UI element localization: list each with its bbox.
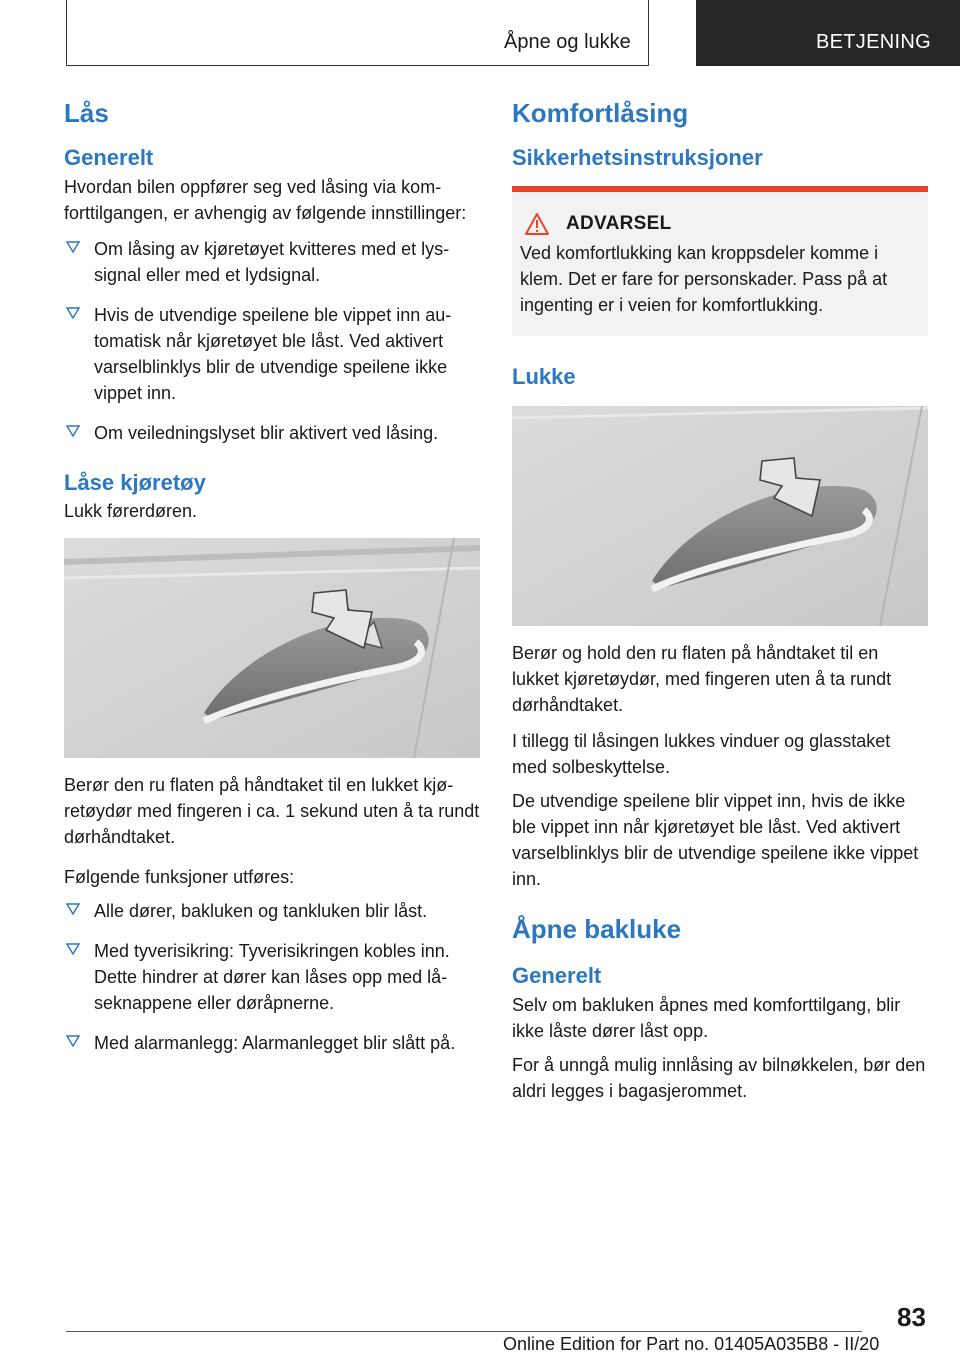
section-title-komfortlasing: Komfortlåsing [512, 98, 689, 128]
warning-title: ADVARSEL [566, 212, 672, 234]
list-item-text: Om låsing av kjøretøyet kvitteres med et lyssignal eller med et lydsignal. [94, 238, 450, 285]
list-item [64, 898, 480, 924]
page-number: 83 [897, 1302, 926, 1332]
list-item-text: Alle dører, bakluken og tankluken blir låst. [94, 900, 428, 921]
triangle-bullet-icon [66, 942, 80, 956]
warning-box [512, 186, 928, 336]
section-title-las: Lås [64, 98, 109, 128]
functions-list [64, 898, 480, 1056]
lock-text: Lukk førerdøren. [64, 500, 198, 521]
close-text: Berør og hold den ru flaten på håndtaket til en lukket kjøretøydør, med fingeren uten å ta rundt dørhåndtaket. [512, 642, 892, 715]
heading-sikkerhetsinstruksjoner: Sikkerhetsinstruksjoner [512, 145, 763, 171]
settings-list [64, 236, 480, 446]
door-handle-photo [512, 406, 928, 626]
warning-text: Ved komfortlukking kan kroppsdeler komme i klem. Det er fare for personskader. Pass på at ingenting er i veien for komfortlukking. [520, 242, 888, 315]
list-item-text: Om veiledningslyset blir aktivert ved låsing. [94, 422, 439, 443]
list-item [64, 236, 480, 288]
mirrors-text: De utvendige speilene blir vippet inn, hvis de ikke ble vippet inn når kjøretøyet ble låst. Ved aktivert varselblinklys blir de utvendige speilene ikke vippet inn. [512, 790, 919, 889]
tailgate-text-2: For å unngå mulig innlåsing av bilnøkkelen, bør den aldri legges i bagasjerommet. [512, 1054, 926, 1101]
tailgate-text-1: Selv om bakluken åpnes med komforttilgang, blir ikke låste dører låst opp. [512, 994, 901, 1041]
touch-text: Berør den ru flaten på håndtaket til en lukket kjøretøydør med fingeren i ca. 1 sekund uten å ta rundt dørhåndtaket. [64, 774, 480, 847]
list-item [64, 1030, 480, 1056]
heading-lukke: Lukke [512, 363, 576, 389]
footer-edition: Online Edition for Part no. 01405A035B8 - II/20 [503, 1334, 880, 1354]
left-column [64, 98, 480, 1056]
list-item-text: Med alarmanlegg: Alarmanlegget blir slått på. [94, 1032, 456, 1053]
list-item [64, 938, 480, 1016]
door-handle-photo [64, 538, 480, 758]
triangle-bullet-icon [66, 240, 80, 254]
list-item [64, 302, 480, 406]
close-extra-text: I tillegg til låsingen lukkes vinduer og glasstaket med solbeskyttelse. [512, 730, 891, 777]
functions-intro: Følgende funksjoner utføres: [64, 866, 295, 887]
list-item-text: Med tyverisikring: Tyverisikringen kobles inn. Dette hindrer at dører kan låses opp med låseknappene eller døråpnerne. [94, 940, 450, 1013]
triangle-bullet-icon [66, 902, 80, 916]
triangle-bullet-icon [66, 424, 80, 438]
header-chapter-title: Åpne og lukke [504, 31, 631, 53]
heading-generelt: Generelt [64, 145, 154, 171]
right-column [512, 98, 928, 1104]
list-item [64, 420, 480, 446]
triangle-bullet-icon [66, 1034, 80, 1048]
header-section-title: BETJENING [816, 31, 931, 53]
section-title-apne-bakluke: Åpne bakluke [512, 913, 682, 944]
intro-text: Hvordan bilen oppfører seg ved låsing via komforttilgangen, er avhengig av følgende innstillinger: [64, 176, 467, 223]
warning-triangle-icon [524, 212, 550, 236]
heading-lase-kjoretoy: Låse kjøretøy [64, 469, 206, 495]
heading-generelt-bakluke: Generelt [512, 963, 602, 989]
footer-rule [66, 1331, 862, 1332]
list-item-text: Hvis de utvendige speilene ble vippet inn automatisk når kjøretøyet ble låst. Ved aktivert varselblinklys blir de utvendige speilene ikke vippet inn. [94, 304, 452, 403]
warning-header [520, 212, 908, 236]
triangle-bullet-icon [66, 306, 80, 320]
